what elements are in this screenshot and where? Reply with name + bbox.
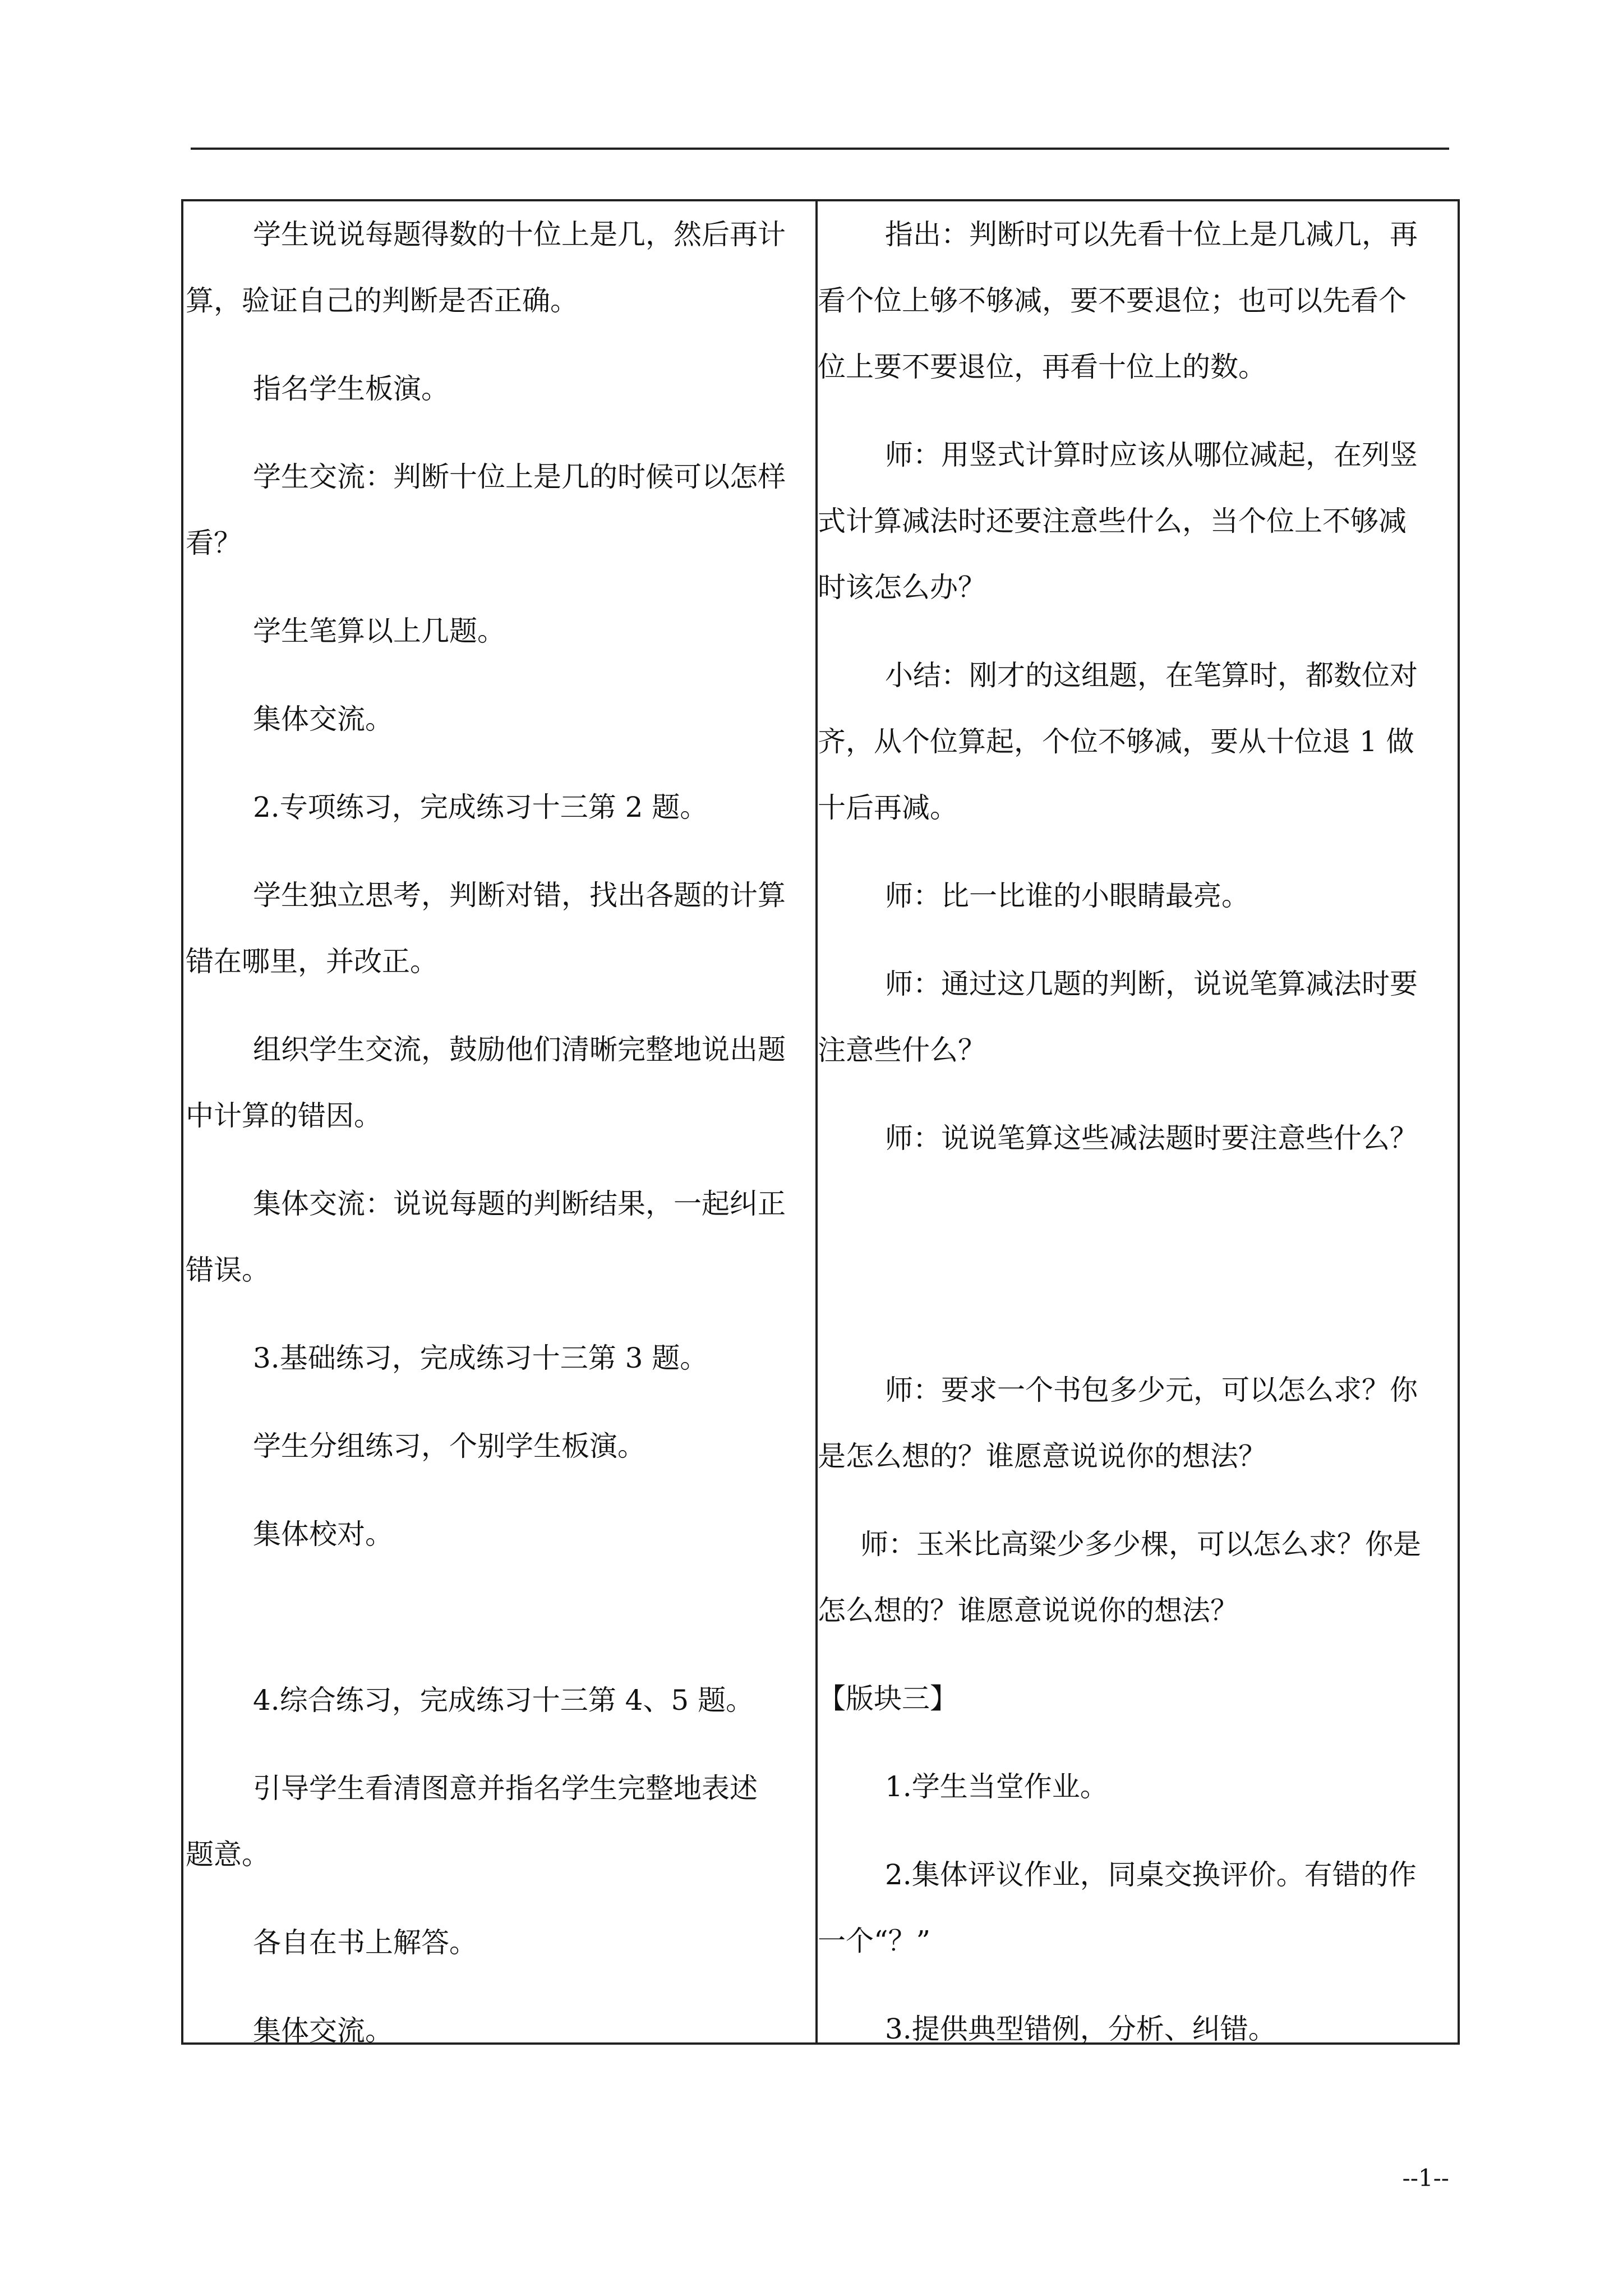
paragraph-cont — [818, 268, 1407, 334]
paragraph-cont — [818, 1577, 1238, 1644]
paragraph — [253, 201, 786, 268]
text-line: 师：要求一个书包多少元，可以怎么求？你 — [885, 1374, 1418, 1406]
text-line: 位上要不要退位，再看十位上的数。 — [818, 351, 1266, 383]
paragraph-cont — [818, 1423, 1266, 1489]
paragraph — [885, 951, 1418, 1017]
paragraph — [253, 1325, 708, 1391]
text-line: 各自在书上解答。 — [253, 1926, 477, 1959]
paragraph — [253, 444, 786, 510]
text-line: 师：通过这几题的判断，说说笔算减法时要 — [885, 968, 1418, 1000]
column-divider — [815, 201, 818, 2042]
paragraph — [253, 1998, 393, 2064]
text-line: 中计算的错因。 — [186, 1099, 382, 1132]
text-line: 注意些什么？ — [818, 1034, 986, 1066]
paragraph — [885, 1754, 1108, 1820]
paragraph-cont — [818, 334, 1266, 400]
text-line: 3.基础练习，完成练习十三第 3 题。 — [253, 1342, 708, 1374]
paragraph-cont — [186, 510, 242, 576]
text-line: 指出：判断时可以先看十位上是几减几，再 — [885, 218, 1418, 251]
paragraph — [253, 686, 393, 752]
paragraph — [885, 863, 1249, 929]
text-line: 小结：刚才的这组题，在笔算时，都数位对 — [885, 659, 1418, 692]
paragraph-cont — [818, 1908, 930, 1974]
text-line: 学生交流：判断十位上是几的时候可以怎样 — [253, 461, 786, 493]
paragraph — [253, 1667, 754, 1733]
paragraph — [860, 1511, 1421, 1577]
text-line: 集体交流：说说每题的判断结果，一起纠正 — [253, 1188, 786, 1220]
header-rule — [191, 148, 1449, 150]
paragraph — [885, 1996, 1276, 2062]
paragraph — [885, 201, 1418, 268]
text-line: 算，验证自己的判断是否正确。 — [186, 284, 578, 317]
paragraph — [253, 1910, 477, 1976]
text-line: 集体交流。 — [253, 2014, 393, 2047]
text-line: 师：玉米比高粱少多少棵，可以怎么求？你是 — [860, 1528, 1421, 1561]
text-line: 学生独立思考，判断对错，找出各题的计算 — [253, 879, 786, 912]
paragraph-cont — [818, 1017, 986, 1083]
paragraph — [253, 1016, 786, 1083]
text-line: 1.学生当堂作业。 — [885, 1770, 1108, 1803]
text-line: 怎么想的？谁愿意说说你的想法？ — [818, 1594, 1238, 1627]
text-line: 错误。 — [186, 1254, 270, 1286]
text-line: 指名学生板演。 — [253, 372, 449, 405]
text-line: 看？ — [186, 527, 242, 559]
text-line: 师：用竖式计算时应该从哪位减起，在列竖 — [885, 439, 1418, 471]
paragraph-cont — [186, 928, 438, 995]
text-line: 学生笔算以上几题。 — [253, 615, 505, 647]
text-line: 式计算减法时还要注意些什么，当个位上不够减 — [818, 505, 1407, 537]
paragraph — [885, 642, 1418, 708]
paragraph — [253, 1413, 645, 1479]
paragraph — [885, 1105, 1418, 1171]
paragraph-cont — [186, 1821, 270, 1888]
text-line: 学生分组练习，个别学生板演。 — [253, 1430, 645, 1462]
lesson-table — [181, 199, 1460, 2045]
text-line: 【版块三】 — [818, 1682, 958, 1715]
paragraph — [253, 1501, 393, 1567]
text-line: 引导学生看清图意并指名学生完整地表述 — [253, 1772, 758, 1805]
paragraph — [253, 1755, 758, 1821]
paragraph — [253, 356, 449, 422]
paragraph — [885, 1357, 1418, 1423]
text-line: 是怎么想的？谁愿意说说你的想法？ — [818, 1440, 1266, 1473]
text-line: 十后再减。 — [818, 792, 958, 824]
paragraph-cont — [818, 554, 986, 620]
paragraph — [885, 1842, 1417, 1908]
text-line: 时该怎么办？ — [818, 571, 986, 604]
text-line: 题意。 — [186, 1838, 270, 1871]
paragraph — [253, 598, 505, 664]
paragraph — [885, 422, 1418, 488]
text-line: 齐，从个位算起，个位不够减，要从十位退 1 做 — [818, 725, 1414, 758]
text-line: 集体交流。 — [253, 703, 393, 735]
text-line: 师：比一比谁的小眼睛最亮。 — [885, 880, 1249, 912]
paragraph — [253, 1171, 786, 1237]
paragraph — [253, 774, 708, 840]
text-line: 组织学生交流，鼓励他们清晰完整地说出题 — [253, 1033, 786, 1066]
text-line: 学生说说每题得数的十位上是几，然后再计 — [253, 218, 786, 251]
text-line: 2.专项练习，完成练习十三第 2 题。 — [253, 791, 708, 823]
page-number: --1-- — [1402, 2164, 1449, 2192]
text-line: 集体校对。 — [253, 1518, 393, 1550]
paragraph-cont — [186, 1237, 270, 1303]
paragraph — [253, 862, 786, 928]
paragraph-cont — [186, 1083, 382, 1149]
paragraph-cont — [818, 775, 958, 841]
text-line: 2.集体评议作业，同桌交换评价。有错的作 — [885, 1858, 1417, 1891]
text-line: 4.综合练习，完成练习十三第 4、5 题。 — [253, 1684, 754, 1717]
text-line: 一个“？” — [818, 1925, 931, 1957]
paragraph-cont — [818, 708, 1414, 775]
text-line: 错在哪里，并改正。 — [186, 945, 438, 978]
section-heading — [818, 1665, 958, 1732]
paragraph-cont — [186, 268, 578, 334]
text-line: 3.提供典型错例，分析、纠错。 — [885, 2013, 1276, 2045]
text-line: 看个位上够不够减，要不要退位；也可以先看个 — [818, 284, 1407, 317]
paragraph-cont — [818, 488, 1407, 554]
text-line: 师：说说笔算这些减法题时要注意些什么？ — [885, 1122, 1418, 1154]
